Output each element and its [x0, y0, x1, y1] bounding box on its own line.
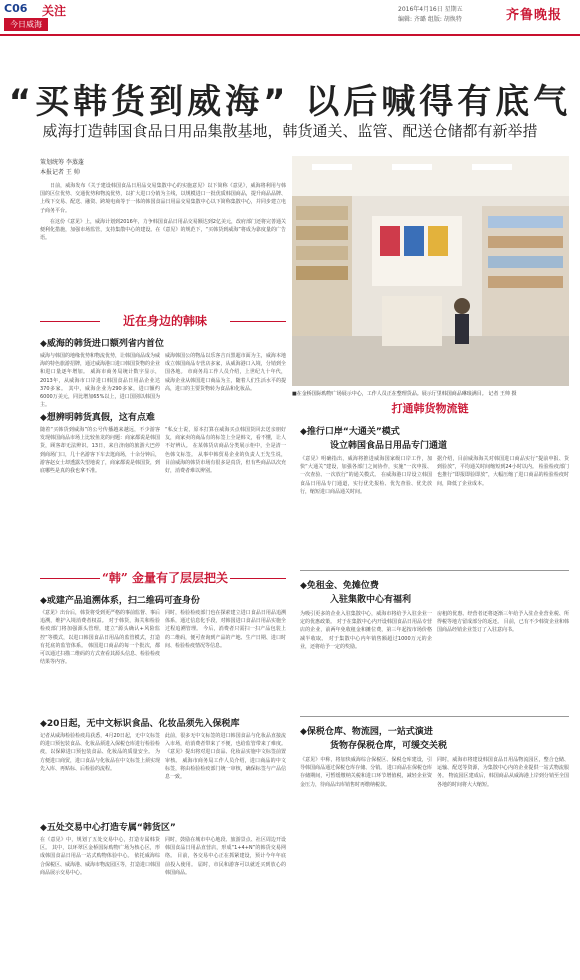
article-text: “私女士说，原本打算在威海买点韩国货回去送亲朋好友，商家卖的商品有的标签上全是韩文，看不懂，让人不好辨认。 在某韩货店商品分类展示柜中，全是清一色韩文标签。 从事中韩贸易企业的负责人王先生说，目前威海的韩货市场有很多是真货，但有些商品以次充好，消费者难以辨别。	[165, 427, 286, 475]
subhead-bonded-logistics-line2: 货物存保税仓库，可缓交关税	[330, 741, 448, 751]
article-text: 《意见》明确指出，威海将推进威海国家级口岸工作，加快“大通关”建设，加强各部门之间协作，实施“一次申报、一次查验、一次放行”的通关模式。 在威海港口岸设立韩国食品日用品专门通道，实行优先报检、优先查验、优先放行，缩短进口商品通关时间。	[300, 456, 432, 495]
article-text: 威海与韩国的地缘优势和物流优势，让韩国商品成为威海的特色旅游招牌，通过威海港口进口韩国货物的企业和进口量逐年增加。 威海市商务局统计数字显示，2013年，从威海市口岸进口韩国食品日用品企业达370多家。 其中，威海企业为290多家，进口额约6000万美元，同比增加65%以上，进口国别以韩国为主。	[40, 353, 161, 409]
article-text: 同时，检验检疫部门也在探索建立进口食品日用品追溯体系，通过信息化手段，对韩国进口食品日用品实施全过程追溯管理。 今后，消费者只需扫一扫产品包装上的二维码，便可查询到产品的产地、生产日期、进口时间、检验检疫情况等信息。	[165, 610, 286, 649]
article-text: 同时，鼓励在城市中心地段、旅游景点、社区周边开设韩国食品日用品直营店，形成“1+4+N”的韩货交易网络。 目前，各交易中心正在抓紧建设，预计今年年底前投入使用。 届时，市民和游客可以就近买到放心的韩国商品。	[165, 837, 286, 876]
section-heading-nearby: 近在身边的韩味	[122, 314, 207, 328]
masthead	[0, 0, 580, 38]
dateline: 2016年4月16日 星期五	[398, 6, 463, 13]
newspaper-logo: 齐鲁晚报	[506, 8, 563, 23]
byline	[40, 158, 84, 178]
lead-paragraph: 在这份《意见》上，威海计划到2016年，力争韩国食品日用品交易额达到2亿美元，改府部门还将完善通关便利化措施，加强市场监管，支持集散中心的建设。在《意见》的规范下，“买韩货到威海”将成为靠度量的广告语。	[40, 218, 286, 242]
article-text: 在《意见》中，规划了五处交易中心，打造专属韩货区。 其中，以环翠区金桥国际购物广场为核心区，形成韩国食品日用品一站式购物体验中心。 依托威海综合保税区、威海港、威海市物流园区等，打造进口韩国商品展示交易中心。	[40, 837, 161, 876]
section-heading-logistics: 打通韩货物流链	[391, 402, 469, 415]
article-text: 房租的优惠、经营者还将逐渐三年给予入驻企业营业税、所得税等地方留成部分的返还。 目前，已有不少韩资企业和韩国商品经销企业签订了入驻意向书。	[437, 611, 569, 634]
subhead-customs: ◆推行口岸“大通关”模式	[300, 427, 400, 437]
section-rule	[230, 321, 286, 322]
section-rule	[230, 578, 286, 579]
store-interior-photo	[292, 156, 569, 386]
article-text: 威海韩国公的物品以乐客吉百黑超市面为主，威海本地成立韩国商品专营店多家，从威海港口入境，分销到全国各地。 市商务局工作人员介绍，上世纪九十年代，威海企业从韩国进口商品为主，随着人们生活水平的提高，进口的主要货物转为食品和化妆品。	[165, 353, 286, 392]
section-rule	[40, 321, 100, 322]
column-divider	[300, 570, 569, 571]
article-text: 随着“买韩货到威海”的公号传播越来越远，不少游客发现韩国商品市场上比较鱼龙的问题：商家都说是韩国货，顾客却无法辨识。13日，来自济南的旅游大巴停到商场门口，几十名游客下车去逛商场，十余分钟后，游客赵女士却透露失望地说了，商家都说是韩国货，到底哪些是真的我也拿不准。	[40, 427, 161, 475]
subhead-bonded-warehouse-labels: ◆20日起，无中文标识食品、化妆品须先入保税库	[40, 719, 240, 729]
lead-paragraph: 日前，威海发布《关于建设韩国食品日用品交易集散中心的实施意见》以下简称《意见》，威海将利用与韩国的区位优势、交通优势和物流优势，以扩大进口分销为主线，以规模进口一批优质韩国商品，提升商品品牌、上线下交易、配送、融资、跨境电商等于一体的韩国食品日用品交易集散中心以下简称集散中心，并同步建立电子商务平台。	[40, 183, 286, 214]
photo-caption: ■在金桥国际购物广场展示中心，工作人员正在整理货品。展示厅里韩国商品琳琅满目。 记者 王帅 摄	[292, 391, 517, 397]
section-heading-quality: “韩” 金量有了层层把关	[102, 571, 228, 585]
article-text: 据介绍，目前威海海关对韩国进口商品实行“提前申报、货到验放”，平均通关时间缩短到24小时以内。 检验检疫部门也推行“即报即验即放”，大幅压缩了进口商品的检验检疫时间，降低了企业成本。	[437, 456, 569, 487]
byline-editor: 策划统筹 李蒸蓬	[40, 159, 84, 166]
lead-text	[40, 182, 286, 290]
subhead-authenticity: ◆想辨明韩货真假，这有点难	[40, 413, 155, 423]
subhead-customs-line2: 设立韩国食品日用品专门通道	[330, 441, 448, 451]
subhead-rent-free: ◆免租金、免摊位费	[300, 581, 379, 591]
section-tag: 今日威海	[4, 18, 48, 31]
subhead-import-ranking: ◆威海的韩货进口额列省内首位	[40, 339, 164, 349]
article-text: 同时，威海市将建设韩国食品日用品物流园区，整合仓储、运输、配送等资源，为集散中心内的企业提供一站式物流服务。 物流园区建成后，韩国商品从威海港上岸到分销至全国各地的时间将大大缩短。	[437, 757, 569, 788]
article-text: 《意见》中称，将加快威海综合保税区、保税仓库建设，引导韩国商品通过保税仓库存储、分销。 进口商品在保税仓库存储期间，可暂缓缴纳关税和进口环节增值税，减轻企业资金压力，待商品出库销售时再缴纳税款。	[300, 757, 432, 788]
subhead-bonded-logistics: ◆保税仓库、物流园，一站式演进	[300, 727, 433, 737]
subheadline: 威海打造韩国食品日用品集散基地，韩货通关、监管、配送仓储都有新举措	[42, 122, 538, 140]
headline: “买韩货到威海” 以后喊得有底气	[8, 82, 572, 122]
page-number: C06	[4, 2, 28, 15]
article-text: 记者从威海检验检疫局获悉，4月20日起，无中文标签的进口预包装食品、化妆品须进入保税仓库进行检验检疫，以保障进口预包装食品、化妆品的质量安全。 为方便进口商贸，进口食品与化妆品在中文标签上须实现先入库、再贴标、后检验的流程。	[40, 733, 161, 772]
article-text: 为吸引更多的企业入驻集散中心，威海市将给予入驻企业一定的优惠政策。 对于在集散中心内开设韩国食品日用品专营店的企业，前两年免收租金和摊位费，第三年起按市场价格减半收取。 对于集散中心内年销售额超过1000万元的企业，还将给予一定的奖励。	[300, 611, 432, 650]
section-rule	[40, 578, 100, 579]
byline-reporter: 本报记者 王 帅	[40, 169, 80, 176]
subhead-traceability: ◆或建产品追溯体系，扫二维码可查身份	[40, 596, 200, 606]
editors-line: 编辑: 齐璐 组版: 胡焕特	[398, 16, 462, 23]
article-text: 《意见》出台后，韩货将受到更严格的事前监督、事后追溯，维护入境消费者权益。 对于韩货，海关和检验检疫部门将加强源头管理，建立“源头确认+风险监控”等模式，以进口韩国食品日用品的监管模式，打造有托底的监管体系。 韩国进口商品的每一个批次，都可以通过扫描二维码的方式查看其源头信息、检验检疫结果等内容。	[40, 610, 161, 666]
subhead-trading-centers: ◆五处交易中心打造专属“韩货区”	[40, 823, 176, 833]
column-divider	[300, 716, 569, 717]
subhead-rent-free-line2: 入驻集散中心有福利	[330, 595, 412, 605]
section-name: 关注	[42, 4, 67, 18]
article-text: 此前，很多无中文标签的进口韩国食品与化妆品直接流入市场，给消费者带来了不便，也给监管带来了难度。 《意见》提出将对进口食品、化妆品实施中文标签前置审核。 威海市商务局工作人员介绍，进口商品的中文标签，将由检验检疫部门统一审核，确保标签与产品信息一致。	[165, 733, 286, 781]
masthead-rule	[0, 34, 580, 36]
